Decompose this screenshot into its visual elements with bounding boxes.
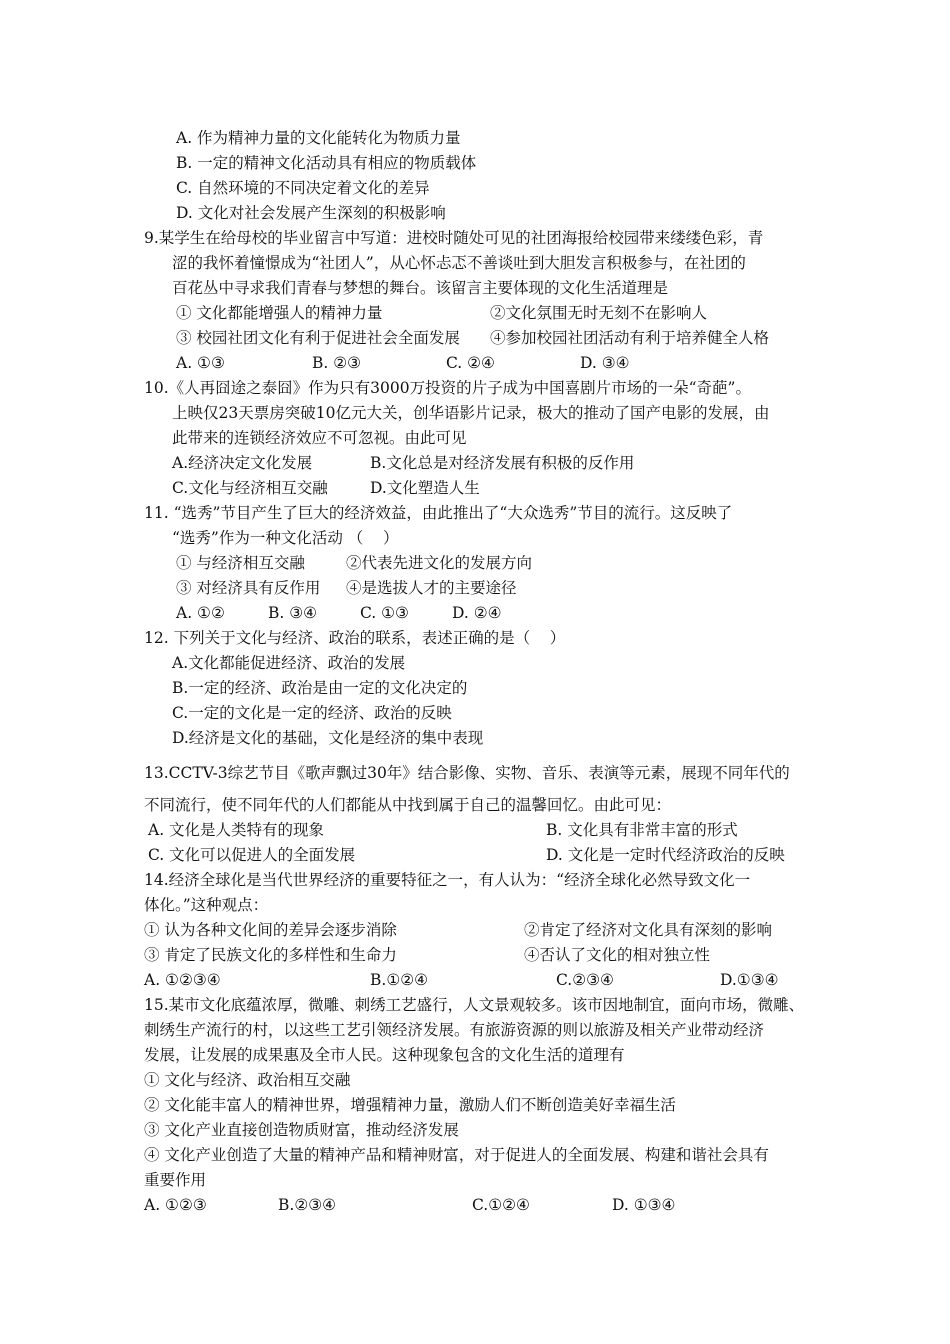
q9-item-2: ②文化氛围无时无刻不在影响人 bbox=[490, 304, 708, 322]
q13-option-c: C. 文化可以促进人的全面发展 bbox=[148, 846, 356, 864]
q9-choice-c: C. ②④ bbox=[446, 354, 495, 372]
q14-item-3: ③ 肯定了民族文化的多样性和生命力 bbox=[144, 946, 397, 964]
q11-choice-c: C. ①③ bbox=[360, 604, 409, 622]
q15-choice-c: C.①②④ bbox=[472, 1196, 530, 1214]
q15-stem-line: 15.某市文化底蕴浓厚，微雕、刺绣工艺盛行，人文景观较多。该市因地制宜，面向市场，微雕、 bbox=[144, 996, 805, 1014]
q14-item-2: ②肯定了经济对文化具有深刻的影响 bbox=[524, 921, 773, 939]
q15-item-2: ② 文化能丰富人的精神世界，增强精神力量，激励人们不断创造美好幸福生活 bbox=[144, 1096, 676, 1114]
q9-stem-line: 百花丛中寻求我们青春与梦想的舞台。该留言主要体现的文化生活道理是 bbox=[172, 279, 669, 297]
q11-item-4: ④是选拔人才的主要途径 bbox=[346, 579, 517, 597]
q12-stem: 12. 下列关于文化与经济、政治的联系，表述正确的是（ ） bbox=[144, 629, 566, 647]
q14-stem-line: 体化。”这种观点： bbox=[144, 896, 269, 914]
q9-item-3: ③ 校园社团文化有利于促进社会全面发展 bbox=[176, 329, 460, 347]
q10-choice-d: D.文化塑造人生 bbox=[370, 479, 480, 497]
q12-option-b: B.一定的经济、政治是由一定的文化决定的 bbox=[172, 679, 468, 697]
q13-option-a: A. 文化是人类特有的现象 bbox=[148, 821, 325, 839]
q11-choice-d: D. ②④ bbox=[452, 604, 502, 622]
q8-option-d: D. 文化对社会发展产生深刻的积极影响 bbox=[176, 204, 446, 222]
q15-item-4: ④ 文化产业创造了大量的精神产品和精神财富，对于促进人的全面发展、构建和谐社会具有 bbox=[144, 1146, 769, 1164]
q11-item-2: ②代表先进文化的发展方向 bbox=[346, 554, 533, 572]
q15-item-1: ① 文化与经济、政治相互交融 bbox=[144, 1071, 351, 1089]
q15-item-3: ③ 文化产业直接创造物质财富，推动经济发展 bbox=[144, 1121, 459, 1139]
q15-stem-line: 刺绣生产流行的村，以这些工艺引领经济发展。有旅游资源的则以旅游及相关产业带动经济 bbox=[144, 1021, 765, 1039]
q12-option-c: C.一定的文化是一定的经济、政治的反映 bbox=[172, 704, 452, 722]
q15-item-4-cont: 重要作用 bbox=[144, 1171, 207, 1189]
q11-choice-a: A. ①② bbox=[176, 604, 225, 622]
q8-option-c: C. 自然环境的不同决定着文化的差异 bbox=[176, 179, 430, 197]
q11-stem-line: “选秀”作为一种文化活动 （ ） bbox=[172, 529, 399, 547]
q14-item-4: ④否认了文化的相对独立性 bbox=[524, 946, 711, 964]
q13-stem-line: 不同流行，使不同年代的人们都能从中找到属于自己的温馨回忆。由此可见： bbox=[144, 796, 672, 814]
q15-choice-d: D. ①③④ bbox=[612, 1196, 676, 1214]
q9-item-4: ④参加校园社团活动有利于培养健全人格 bbox=[490, 329, 770, 347]
q10-stem-line: 上映仅23天票房突破10亿元大关，创华语影片记录，极大的推动了国产电影的发展，由 bbox=[172, 404, 770, 422]
q15-choice-b: B.②③④ bbox=[278, 1196, 337, 1214]
q13-option-d: D. 文化是一定时代经济政治的反映 bbox=[546, 846, 785, 864]
q15-choice-a: A. ①②③ bbox=[144, 1196, 207, 1214]
q9-item-1: ① 文化都能增强人的精神力量 bbox=[176, 304, 383, 322]
q10-choice-a: A.经济决定文化发展 bbox=[172, 454, 313, 472]
q10-stem-line: 10.《人再囧途之泰囧》作为只有3000万投资的片子成为中国喜剧片市场的一朵“奇葩”。 bbox=[144, 379, 751, 397]
q12-option-d: D.经济是文化的基础，文化是经济的集中表现 bbox=[172, 729, 484, 747]
q11-item-1: ① 与经济相互交融 bbox=[176, 554, 305, 572]
q10-choice-b: B.文化总是对经济发展有积极的反作用 bbox=[370, 454, 635, 472]
q13-stem-line: 13.CCTV-3综艺节目《歌声飘过30年》结合影像、实物、音乐、表演等元素，展现不同年代的 bbox=[144, 764, 790, 782]
q10-choice-c: C.文化与经济相互交融 bbox=[172, 479, 328, 497]
q9-choice-d: D. ③④ bbox=[580, 354, 630, 372]
q9-stem-line: 9.某学生在给母校的毕业留言中写道：进校时随处可见的社团海报给校园带来缕缕色彩，青 bbox=[144, 229, 764, 247]
q8-option-b: B. 一定的精神文化活动具有相应的物质载体 bbox=[176, 154, 477, 172]
q9-stem-line: 涩的我怀着憧憬成为“社团人”，从心怀忐忑不善谈吐到大胆发言积极参与，在社团的 bbox=[172, 254, 746, 272]
q11-stem-line: 11. “选秀”节目产生了巨大的经济效益，由此推出了“大众选秀”节目的流行。这反映了 bbox=[144, 504, 733, 522]
q9-choice-b: B. ②③ bbox=[312, 354, 362, 372]
q8-option-a: A. 作为精神力量的文化能转化为物质力量 bbox=[176, 129, 461, 147]
q14-choice-c: C.②③④ bbox=[556, 971, 614, 989]
q10-stem-line: 此带来的连锁经济效应不可忽视。由此可见 bbox=[172, 429, 467, 447]
q14-choice-a: A. ①②③④ bbox=[144, 971, 221, 989]
q13-option-b: B. 文化具有非常丰富的形式 bbox=[546, 821, 738, 839]
q15-stem-line: 发展，让发展的成果惠及全市人民。这种现象包含的文化生活的道理有 bbox=[144, 1046, 625, 1064]
q14-choice-d: D.①③④ bbox=[720, 971, 779, 989]
q14-item-1: ① 认为各种文化间的差异会逐步消除 bbox=[144, 921, 397, 939]
q9-choice-a: A. ①③ bbox=[176, 354, 225, 372]
q11-item-3: ③ 对经济具有反作用 bbox=[176, 579, 321, 597]
q12-option-a: A.文化都能促进经济、政治的发展 bbox=[172, 654, 406, 672]
q14-stem-line: 14.经济全球化是当代世界经济的重要特征之一，有人认为：“经济全球化必然导致文化一 bbox=[144, 871, 751, 889]
q11-choice-b: B. ③④ bbox=[268, 604, 318, 622]
q14-choice-b: B.①②④ bbox=[370, 971, 429, 989]
